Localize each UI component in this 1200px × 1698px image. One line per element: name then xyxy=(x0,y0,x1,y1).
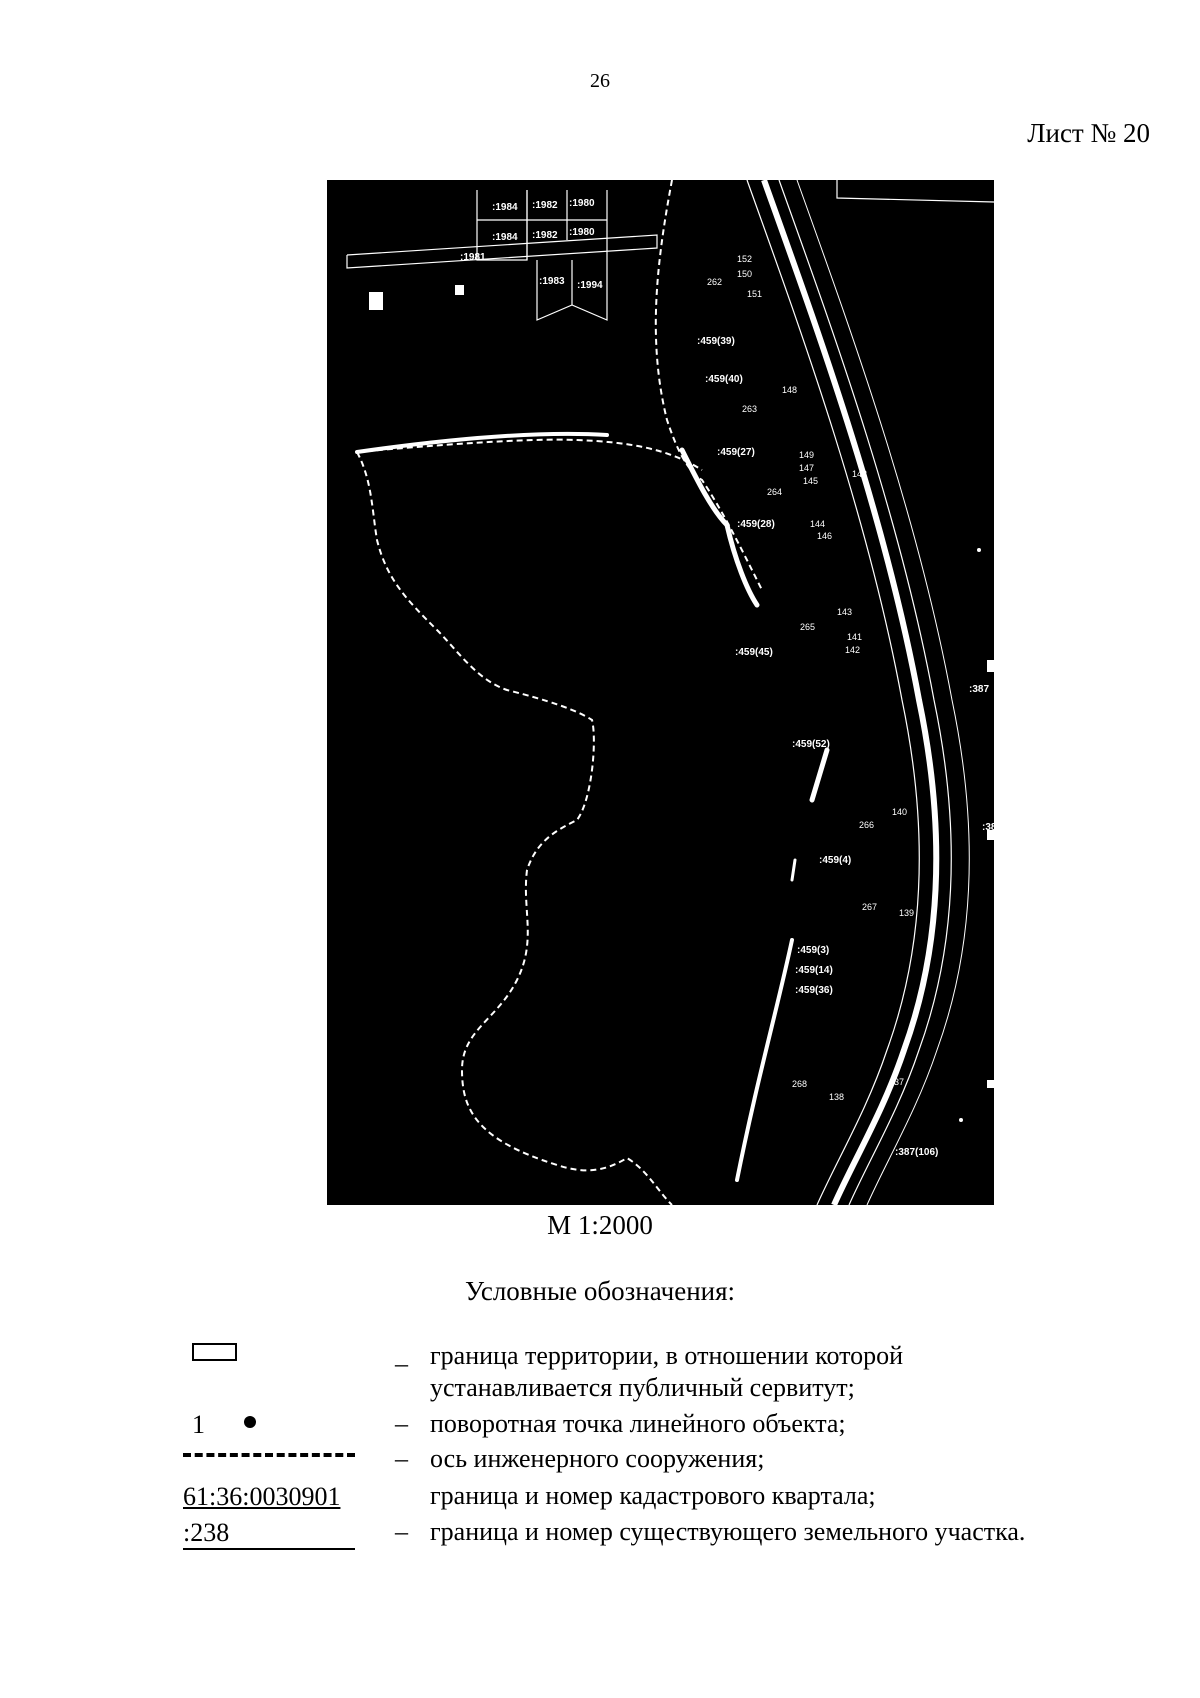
map-label: :459(28) xyxy=(737,519,775,530)
map-label: 144 xyxy=(810,519,826,529)
map-label: 145 xyxy=(803,476,819,486)
map-label: :459(39) xyxy=(697,336,735,347)
map-label: :459(40) xyxy=(705,374,743,385)
legend-dash: – xyxy=(395,1349,408,1378)
map-label: 150 xyxy=(737,269,753,279)
legend-text: граница и номер существующего земельного участка. xyxy=(430,1517,1026,1546)
legend-dash: – xyxy=(395,1409,408,1438)
map-label: 147 xyxy=(799,463,815,473)
legend-text: граница и номер кадастрового квартала; xyxy=(430,1481,876,1510)
legend-text: ось инженерного сооружения; xyxy=(430,1444,765,1473)
legend-rectangle-symbol xyxy=(192,1343,237,1361)
map-label: :459(14) xyxy=(795,965,833,976)
map-label: 140 xyxy=(892,807,908,817)
cadastral-map xyxy=(327,180,997,1205)
map-label: :387(106) xyxy=(895,1147,939,1158)
map-label: 142 xyxy=(845,645,861,655)
map-label: :1994 xyxy=(577,280,603,291)
map-label: :459(3) xyxy=(797,945,830,956)
map-label: 264 xyxy=(767,487,783,497)
map-label: :459(27) xyxy=(717,447,755,458)
map-label: :459(4) xyxy=(819,855,852,866)
map-label: 266 xyxy=(859,820,875,830)
map-label: 152 xyxy=(737,254,753,264)
map-label: :459(45) xyxy=(735,647,773,658)
sheet-label: Лист № 20 xyxy=(1027,118,1150,148)
legend-text: поворотная точка линейного объекта; xyxy=(430,1409,846,1438)
map-label: 138 xyxy=(829,1092,845,1102)
legend-dash: – xyxy=(395,1517,408,1546)
legend-text: граница территории, в отношении которой xyxy=(430,1341,904,1370)
map-label: 263 xyxy=(742,404,758,414)
map-label: 262 xyxy=(707,277,723,287)
map-label: :1982 xyxy=(532,200,558,211)
map-label: :38 xyxy=(982,822,997,833)
page-number: 26 xyxy=(590,70,610,92)
legend-title: Условные обозначения: xyxy=(464,1276,736,1306)
map-label: 149 xyxy=(799,450,815,460)
legend-point-number: 1 xyxy=(192,1410,205,1439)
map-label: :1983 xyxy=(539,276,565,287)
parcel-outlines xyxy=(347,180,994,320)
legend-dashed-line-symbol xyxy=(183,1453,355,1457)
map-scale: М 1:2000 xyxy=(547,1210,653,1240)
map-label: :1984 xyxy=(492,202,518,213)
structure-segments xyxy=(357,434,830,1180)
legend-quarter-symbol: 61:36:0030901 xyxy=(183,1482,341,1511)
map-label: :1980 xyxy=(569,198,595,209)
map-label: 151 xyxy=(747,289,763,299)
map-label: 141 xyxy=(847,632,863,642)
map-label: :1984 xyxy=(492,232,518,243)
map-marks xyxy=(369,285,994,1122)
map-label: :1981 xyxy=(460,252,486,263)
legend-dash: – xyxy=(395,1444,408,1473)
map-label: 146 xyxy=(817,531,833,541)
legend-text: устанавливается публичный сервитут; xyxy=(430,1373,855,1402)
map-label: 143 xyxy=(837,607,853,617)
map-label: :387 xyxy=(969,684,990,695)
map-label: :459(36) xyxy=(795,985,833,996)
map-label: :459(52) xyxy=(792,739,830,750)
road-lines xyxy=(747,180,969,1205)
map-label: 139 xyxy=(899,908,915,918)
map-label: 143 xyxy=(852,469,868,479)
legend-parcel-symbol: :238 xyxy=(183,1518,355,1550)
map-label: 137 xyxy=(889,1077,905,1087)
map-label: 268 xyxy=(792,1079,808,1089)
map-label: 148 xyxy=(782,385,798,395)
map-label: 265 xyxy=(800,622,816,632)
map-label: :1980 xyxy=(569,227,595,238)
servitude-boundary xyxy=(357,180,762,1205)
map-label: :1982 xyxy=(532,230,558,241)
map-label: 267 xyxy=(862,902,878,912)
legend-point-symbol xyxy=(244,1416,256,1428)
